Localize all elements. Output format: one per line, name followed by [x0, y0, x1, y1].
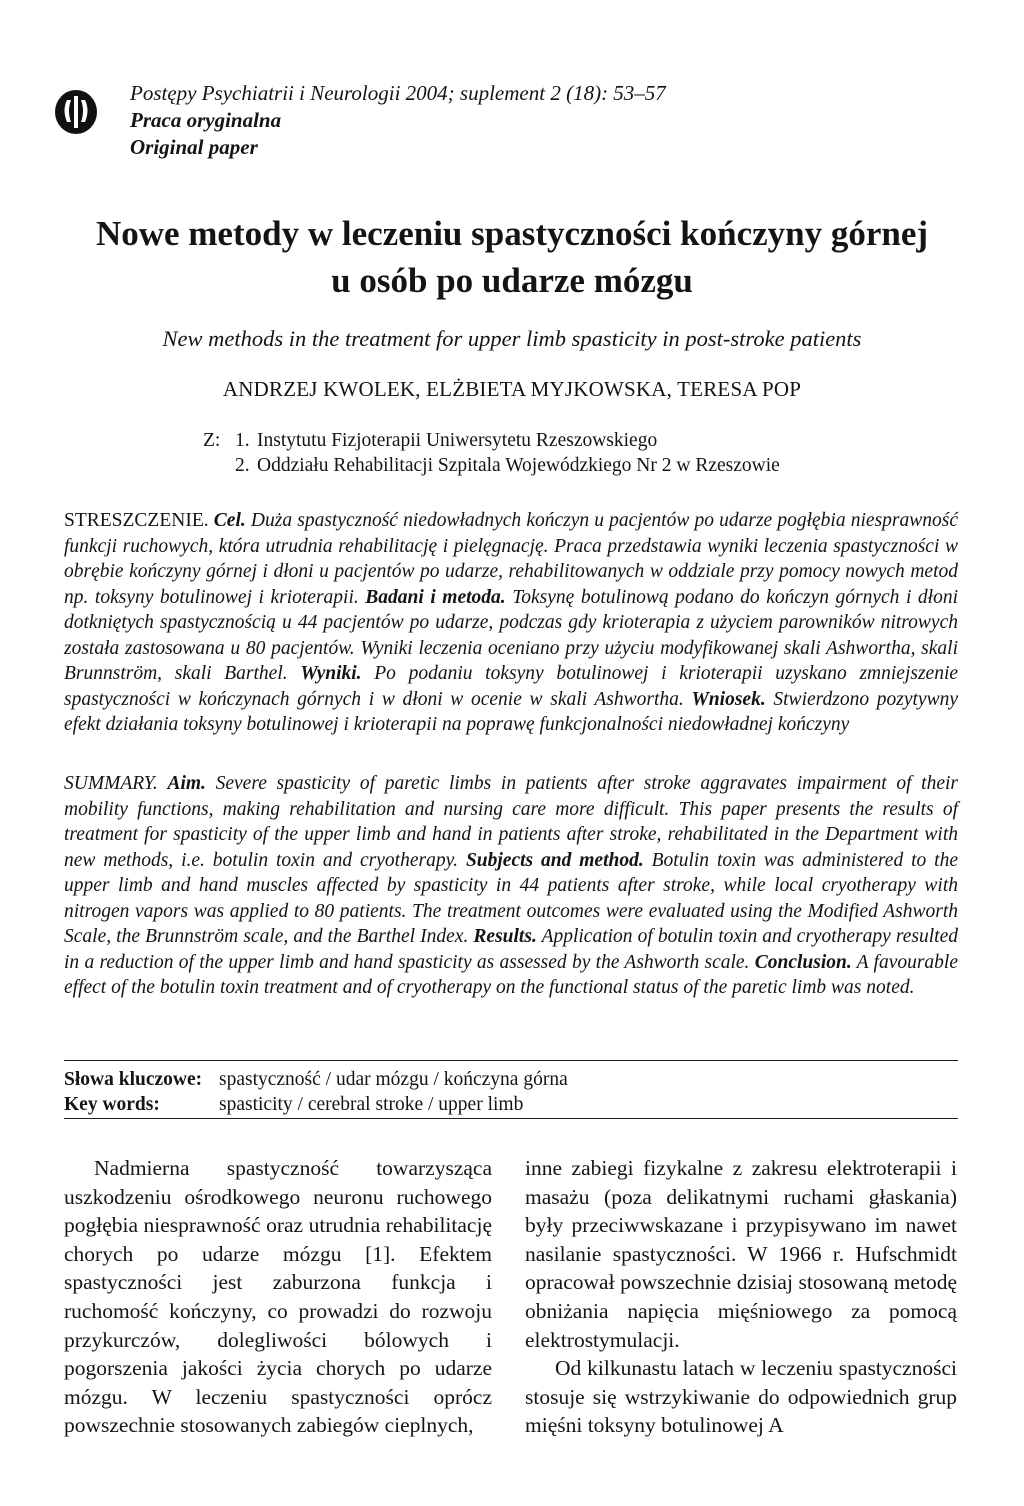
keywords-en-value: spasticity / cerebral stroke / upper limb: [219, 1094, 524, 1115]
body-column-right: [525, 1154, 957, 1440]
keywords-block: [64, 1067, 568, 1117]
journal-logo-icon: [53, 86, 99, 136]
abstract-en-conclusion-text: A favourable effect of the botulin toxin treatment and of cryotherapy on the functional status of the paretic limb was noted.: [64, 951, 959, 998]
body-paragraph: Od kilkunastu latach w leczeniu spastyczności stosuje się wstrzykiwanie do odpowiednich grup mięśni toksyny botulinowej A: [525, 1356, 957, 1438]
affiliations-label: Z:: [203, 430, 221, 451]
journal-header: [130, 80, 666, 161]
body-column-left: [64, 1154, 492, 1440]
abstract-pl-aim-text: Duża spastyczność niedowładnych kończyn u pacjentów po udarze pogłębia niesprawność funkcji ruchowych, która utrudnia rehabilitację i pielęgnację. Praca przedstawia wyniki leczenia spastyczności w obrębie kończyny górnej i dłoni u pacjentów po udarze, rehabilitowanych w oddziale przy pomocy nowych metod np. toksyny botulinowej i krioterapii.: [64, 510, 959, 608]
abstract-en-results-text: Application of botulin toxin and cryotherapy resulted in a reduction of the upper limb and hand spasticity as assessed by the Ashworth scale.: [64, 926, 958, 973]
authors: ANDRZEJ KWOLEK, ELŻBIETA MYJKOWSKA, TERESA POP: [222, 377, 802, 401]
abstract-en-method-text: Botulin toxin was administered to the upper limb and hand muscles affected by spasticity in 44 patients after stroke, while local cryotherapy with nitrogen vapors was applied to 80 patients. The treatment outcomes were evaluated using the Modified Ashworth Scale, the Brunnström scale, and the Barthel Index.: [64, 849, 958, 947]
article-title-pl: [0, 210, 1024, 304]
affiliations: [203, 428, 780, 478]
keywords-pl-label: Słowa kluczowe:: [64, 1069, 203, 1090]
abstract-pl-label: STRESZCZENIE.: [64, 510, 209, 531]
title-line-2: u osób po udarze mózgu: [331, 261, 693, 300]
abstract-en-label: SUMMARY.: [64, 773, 158, 794]
body-paragraph: Nadmierna spastyczność towarzysząca uszkodzeniu ośrodkowego neuronu ruchowego pogłębia niesprawność oraz utrudnia rehabilitację chorych po udarze mózgu [1]. Efektem spastyczności jest zaburzona funkcja i ruchomość kończyny, co prowadzi do rozwoju przykurczów, dolegliwości bólowych i pogorszenia jakości życia chorych po udarze mózgu. W leczeniu spastyczności oprócz powszechnie stosowanych zabiegów cieplnych,: [64, 1156, 492, 1438]
keywords-top-rule: [64, 1060, 958, 1061]
article-type-pl: Praca oryginalna: [130, 108, 282, 132]
article-title-en: New methods in the treatment for upper limb spasticity in post-stroke patients: [162, 326, 862, 351]
keywords-en-label: Key words:: [64, 1094, 160, 1115]
abstract-en-method-label: Subjects and method.: [465, 849, 644, 871]
body-paragraph: inne zabiegi fizykalne z zakresu elektroterapii i masażu (poza delikatnymi ruchami głaskania) były przeciwwskazane i przypisywano im nawet nasilanie spastyczności. W 1966 r. Hufschmidt opracował powszechnie dzisiaj stosowaną metodę obniżania napięcia mięśniowego za pomocą elektrostymulacji.: [525, 1156, 957, 1352]
abstract-pl: [64, 508, 958, 738]
abstract-pl-aim-label: Cel.: [213, 510, 246, 531]
keywords-row-en: [64, 1092, 568, 1117]
keywords-row-pl: [64, 1067, 568, 1092]
abstract-pl-method-text: Toksynę botulinową podano do kończyn górnych i dłoni dotkniętych spastycznością u 44 pacjentów po udarze, podczas gdy krioterapia z użyciem parowników nitrowych została zastosowana u 80 pacjentów. Wyniki leczenia oceniano przy użyciu modyfikowanej skali Ashworthа, skali Brunnström, skali Barthel.: [64, 586, 958, 684]
abstract-en-results-label: Results.: [473, 926, 537, 947]
keywords-pl-value: spastyczność / udar mózgu / kończyna górna: [219, 1069, 568, 1090]
abstract-en-aim-text: Severe spasticity of paretic limbs in patients after stroke aggravates impairment of their mobility functions, making rehabilitation and nursing care more difficult. This paper presents the results of treatment for spasticity of the upper limb and hand in patients after stroke, rehabilitated in the Department with new methods, i.e. botulin toxin and cryotherapy.: [64, 773, 959, 871]
abstract-pl-method-label: Badani i metoda.: [365, 586, 506, 608]
title-line-1: Nowe metody w leczeniu spastyczności kończyny górnej: [95, 214, 929, 253]
abstract-en: [64, 771, 958, 1001]
affiliation-row: [203, 428, 780, 453]
affiliation-number: 2.: [235, 455, 250, 476]
affiliation-text: Oddziału Rehabilitacji Szpitala Wojewódzkiego Nr 2 w Rzeszowie: [257, 455, 780, 476]
article-type-en: Original paper: [130, 135, 258, 159]
abstract-en-aim-label: Aim.: [167, 773, 206, 794]
abstract-pl-results-text: Po podaniu toksyny botulinowej i krioterapii uzyskano zmniejszenie spastyczności w kończynach górnych i w dłoni w ocenie w skali Ashworthа.: [64, 663, 959, 710]
journal-citation: Postępy Psychiatrii i Neurologii 2004; suplement 2 (18): 53–57: [130, 81, 666, 105]
affiliation-number: 1.: [235, 430, 250, 451]
affiliation-row: [203, 453, 780, 478]
abstract-pl-conclusion-text: Stwierdzono pozytywny efekt działania toksyny botulinowej i krioterapii na poprawę funkcjonalności niedowładnej kończyny: [64, 688, 958, 735]
keywords-bottom-rule: [64, 1118, 958, 1119]
affiliation-text: Instytutu Fizjoterapii Uniwersytetu Rzeszowskiego: [257, 430, 658, 451]
abstract-en-conclusion-label: Conclusion.: [754, 951, 852, 973]
abstract-pl-results-label: Wyniki.: [300, 663, 362, 684]
abstract-pl-conclusion-label: Wniosek.: [691, 688, 766, 710]
